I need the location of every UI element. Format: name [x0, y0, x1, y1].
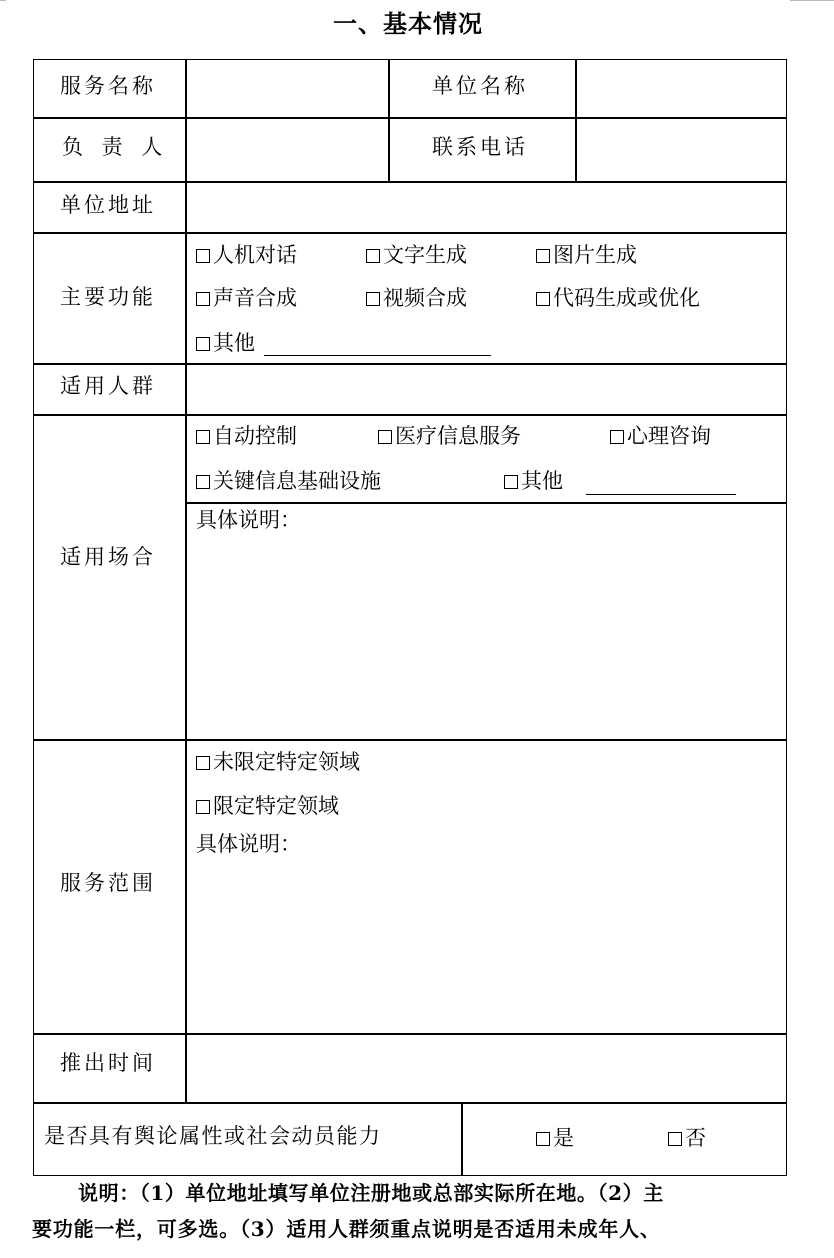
contact-phone-input[interactable]: [577, 119, 785, 179]
scenario-option-infrastructure[interactable]: 关键信息基础设施: [196, 471, 381, 492]
option-no[interactable]: 否: [668, 1128, 706, 1149]
target-group-label: 适用人群: [60, 374, 156, 398]
function-option-dialogue[interactable]: 人机对话: [196, 245, 297, 266]
launch-time-input[interactable]: [187, 1034, 785, 1100]
function-option-voice[interactable]: 声音合成: [196, 288, 297, 309]
checkbox-icon: [378, 430, 392, 444]
scope-detail-input[interactable]: [187, 864, 785, 1030]
checkbox-icon: [196, 800, 210, 814]
checkbox-icon: [196, 475, 210, 489]
col-divider: [461, 1103, 463, 1176]
row-divider: [186, 502, 786, 504]
unit-address-input[interactable]: [187, 183, 785, 229]
function-other-blank[interactable]: [264, 355, 491, 356]
section-title: 一、基本情况: [333, 10, 483, 38]
scenario-option-counseling[interactable]: 心理咨询: [610, 426, 711, 447]
row-divider: [34, 739, 786, 741]
scope-option-unlimited[interactable]: 未限定特定领域: [196, 752, 360, 773]
service-name-label: 服务名称: [60, 74, 156, 98]
function-option-text[interactable]: 文字生成: [366, 245, 467, 266]
checkbox-icon: [610, 430, 624, 444]
scenario-option-other[interactable]: 其他: [504, 471, 563, 492]
checkbox-icon: [196, 292, 210, 306]
scope-option-limited[interactable]: 限定特定领域: [196, 796, 339, 817]
unit-address-label: 单位地址: [60, 193, 156, 217]
checkbox-icon: [366, 249, 380, 263]
checkbox-icon: [196, 430, 210, 444]
responsible-label: 负 责 人: [62, 135, 169, 159]
target-group-input[interactable]: [187, 365, 785, 411]
function-option-video[interactable]: 视频合成: [366, 288, 467, 309]
checkbox-icon: [668, 1132, 682, 1146]
checkbox-icon: [504, 475, 518, 489]
unit-name-input[interactable]: [577, 61, 785, 115]
row-divider: [34, 1102, 786, 1104]
service-name-input[interactable]: [187, 61, 387, 115]
scenario-detail-input[interactable]: [187, 540, 785, 736]
unit-name-label: 单位名称: [432, 74, 528, 98]
col-divider: [388, 60, 390, 182]
scope-label: 服务范围: [60, 871, 156, 895]
top-rule-right: [790, 0, 834, 1]
scenario-label: 适用场合: [60, 545, 156, 569]
scenario-other-blank[interactable]: [586, 494, 736, 495]
scenario-detail-label: 具体说明：: [196, 508, 301, 532]
function-option-other[interactable]: 其他: [196, 333, 255, 354]
contact-phone-label: 联系电话: [432, 135, 528, 159]
public-opinion-label: 是否具有舆论属性或社会动员能力: [44, 1124, 382, 1148]
checkbox-icon: [196, 756, 210, 770]
function-option-code[interactable]: 代码生成或优化: [536, 288, 700, 309]
checkbox-icon: [536, 1132, 550, 1146]
row-divider: [34, 414, 786, 416]
scenario-option-medical[interactable]: 医疗信息服务: [378, 426, 521, 447]
launch-time-label: 推出时间: [60, 1051, 156, 1075]
main-function-label: 主要功能: [60, 285, 156, 309]
responsible-input[interactable]: [187, 119, 387, 179]
row-divider: [34, 232, 786, 234]
checkbox-icon: [536, 292, 550, 306]
top-rule-left: [0, 0, 6, 1]
function-option-image[interactable]: 图片生成: [536, 245, 637, 266]
checkbox-icon: [196, 249, 210, 263]
note-line-1: 说明：（1）单位地址填写单位注册地或总部实际所在地。（2）主: [78, 1181, 664, 1205]
scenario-option-auto-control[interactable]: 自动控制: [196, 426, 297, 447]
note-line-2: 要功能一栏，可多选。（3）适用人群须重点说明是否适用未成年人、: [32, 1217, 661, 1241]
checkbox-icon: [366, 292, 380, 306]
checkbox-icon: [536, 249, 550, 263]
checkbox-icon: [196, 337, 210, 351]
scope-detail-label: 具体说明：: [196, 832, 301, 856]
option-yes[interactable]: 是: [536, 1128, 574, 1149]
